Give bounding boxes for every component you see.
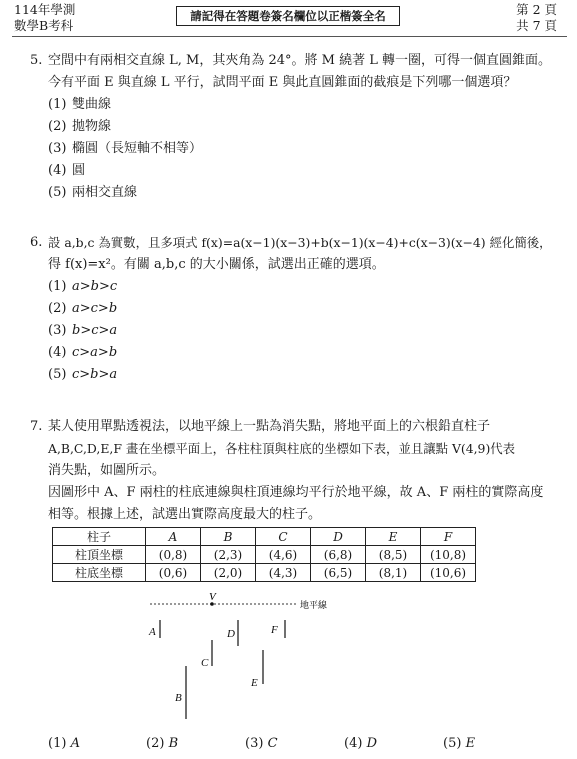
table-cell: (4,6) bbox=[256, 546, 311, 564]
question-5 bbox=[30, 50, 555, 204]
table-row-label: 柱底坐標 bbox=[53, 564, 146, 582]
question-6 bbox=[30, 232, 555, 386]
pillar-label-d: D bbox=[227, 628, 235, 640]
horizon-label: 地平線 bbox=[300, 601, 328, 611]
exam-subject: 數學B考科 bbox=[14, 18, 74, 33]
question-text-line: 相等。根據上述，試選出實際高度最大的柱子。 bbox=[48, 507, 322, 522]
table-cell: (8,1) bbox=[366, 564, 421, 582]
question-number: 7. bbox=[30, 419, 43, 434]
question-text-line: 得 f(x)=x²。有關 a,b,c 的大小關係，試選出正確的選項。 bbox=[48, 257, 385, 272]
option-3[interactable]: (3) 橢圓（長短軸不相等） bbox=[48, 141, 203, 156]
option-3[interactable]: (3) b>c>a bbox=[48, 323, 118, 338]
table-row bbox=[53, 546, 476, 564]
table-cell: (2,0) bbox=[201, 564, 256, 582]
question-text-line: 某人使用單點透視法，以地平線上一點為消失點，將地平面上的六根鉛直柱子 bbox=[48, 419, 491, 434]
table-cell: (0,6) bbox=[146, 564, 201, 582]
table-header-cell: A bbox=[146, 528, 201, 546]
exam-header-right bbox=[516, 2, 557, 34]
option-4[interactable]: (4) c>a>b bbox=[48, 345, 118, 360]
page-number: 第 2 頁 bbox=[516, 2, 557, 17]
vanishing-label: V bbox=[209, 591, 216, 603]
question-text-line: 空間中有兩相交直線 L, M，其夾角為 24°。將 M 繞著 L 轉一圈，可得一個直圓錐面。 bbox=[48, 53, 551, 68]
question-text-line: A,B,C,D,E,F 畫在坐標平面上，各柱柱頂與柱底的坐標如下表，並且讓點 V(4,9)代表 bbox=[48, 441, 516, 456]
table-cell: (0,8) bbox=[146, 546, 201, 564]
table-cell: (6,8) bbox=[311, 546, 366, 564]
option-4[interactable]: (4) 圓 bbox=[48, 163, 86, 178]
perspective-figure bbox=[140, 588, 370, 724]
question-number: 5. bbox=[30, 53, 43, 68]
table-cell: (2,3) bbox=[201, 546, 256, 564]
option-5[interactable]: (5) c>b>a bbox=[48, 367, 118, 382]
question-text-line: 今有平面 E 與直線 L 平行，試問平面 E 與此直圓錐面的截痕是下列哪一個選項？ bbox=[48, 75, 517, 90]
option-2[interactable]: (2) 拋物線 bbox=[48, 119, 112, 134]
exam-header-left bbox=[14, 2, 75, 34]
pillar-label-a: A bbox=[149, 626, 156, 638]
table-cell: (10,8) bbox=[421, 546, 476, 564]
table-header-cell: 柱子 bbox=[53, 528, 146, 546]
option-1[interactable]: (1) 雙曲線 bbox=[48, 97, 112, 112]
table-cell: (8,5) bbox=[366, 546, 421, 564]
question-text-line: 因圖形中 A、F 兩柱的柱底連線與柱頂連線均平行於地平線，故 A、F 兩柱的實際高度 bbox=[48, 485, 544, 500]
table-header-cell: F bbox=[421, 528, 476, 546]
exam-year: 114年學測 bbox=[14, 2, 76, 17]
pillar-label-c: C bbox=[201, 657, 209, 669]
question-text-line: 消失點，如圖所示。 bbox=[48, 463, 166, 478]
pillar-label-b: B bbox=[175, 692, 182, 704]
header-divider bbox=[12, 36, 567, 37]
question-text-line: 設 a,b,c 為實數，且多項式 f(x)=a(x−1)(x−3)+b(x−1)(x−4)+c(x−3)(x−4) 經化簡後， bbox=[48, 235, 552, 250]
coordinate-table bbox=[52, 527, 476, 582]
option-5[interactable]: (5) 兩相交直線 bbox=[48, 185, 138, 200]
table-header-cell: B bbox=[201, 528, 256, 546]
answer-option-4[interactable]: (4) D bbox=[344, 736, 377, 751]
table-header-cell: E bbox=[366, 528, 421, 546]
answer-option-5[interactable]: (5) E bbox=[443, 736, 476, 751]
option-2[interactable]: (2) a>c>b bbox=[48, 301, 118, 316]
table-row-label: 柱頂坐標 bbox=[53, 546, 146, 564]
signature-notice: 請記得在答題卷簽名欄位以正楷簽全名 bbox=[176, 6, 400, 26]
table-cell: (4,3) bbox=[256, 564, 311, 582]
page-total: 共 7 頁 bbox=[516, 18, 557, 33]
pillar-label-f: F bbox=[271, 624, 278, 636]
answer-option-1[interactable]: (1) A bbox=[48, 736, 80, 751]
table-row bbox=[53, 564, 476, 582]
answer-option-3[interactable]: (3) C bbox=[245, 736, 278, 751]
table-header-cell: D bbox=[311, 528, 366, 546]
table-cell: (10,6) bbox=[421, 564, 476, 582]
question-7 bbox=[30, 416, 555, 526]
pillar-label-e: E bbox=[251, 677, 258, 689]
question-number: 6. bbox=[30, 235, 43, 250]
table-cell: (6,5) bbox=[311, 564, 366, 582]
answer-option-2[interactable]: (2) B bbox=[146, 736, 179, 751]
option-1[interactable]: (1) a>b>c bbox=[48, 279, 118, 294]
table-header-cell: C bbox=[256, 528, 311, 546]
table-header-row bbox=[53, 528, 476, 546]
